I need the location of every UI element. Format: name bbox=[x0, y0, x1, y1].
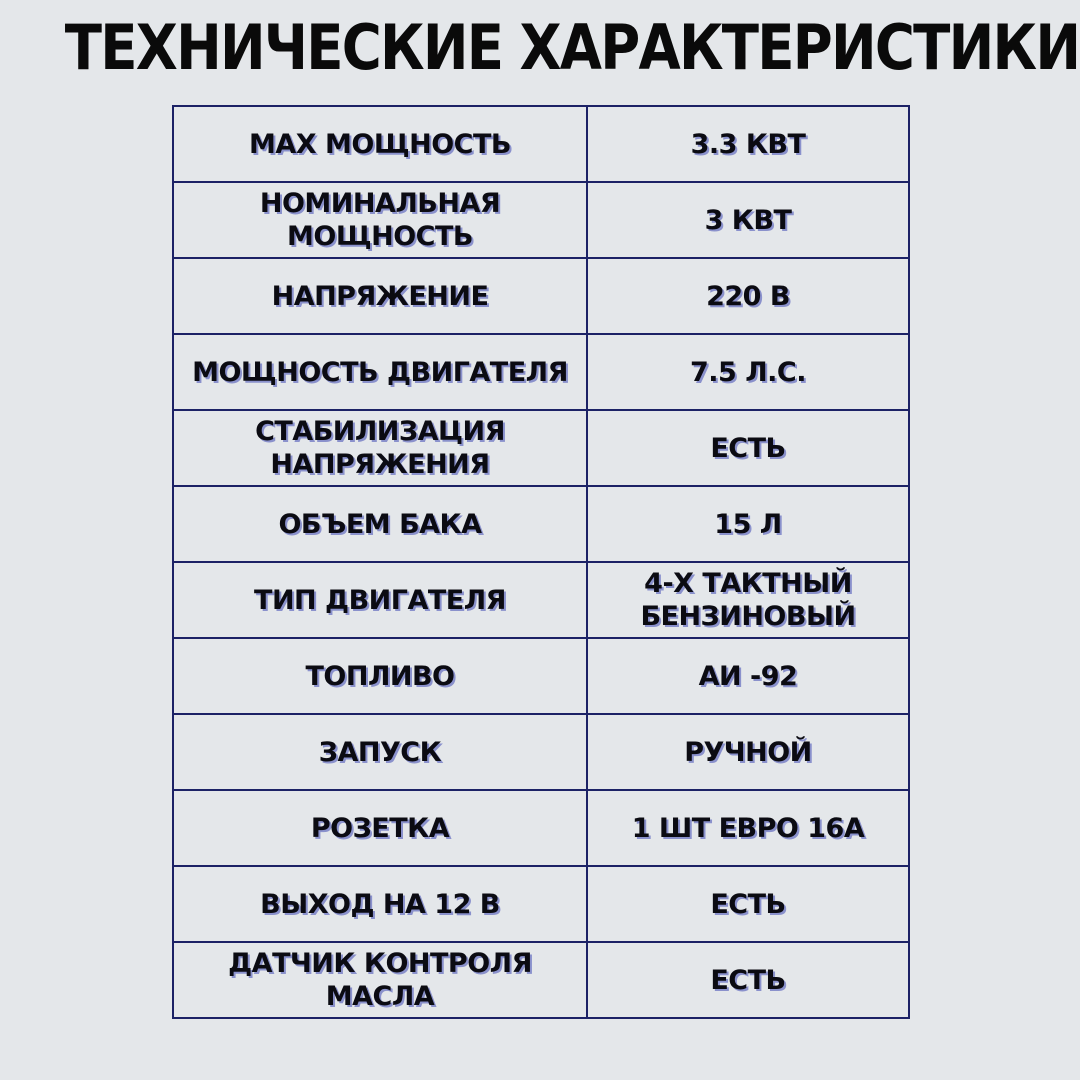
spec-row bbox=[173, 942, 909, 1018]
spec-value: 3 КВТ bbox=[587, 182, 909, 258]
spec-value: 220 В bbox=[587, 258, 909, 334]
spec-value: ЕСТЬ bbox=[587, 942, 909, 1018]
spec-label: МОЩНОСТЬ ДВИГАТЕЛЯ bbox=[173, 334, 587, 410]
spec-label: ЗАПУСК bbox=[173, 714, 587, 790]
spec-label: ВЫХОД НА 12 В bbox=[173, 866, 587, 942]
spec-value: ЕСТЬ bbox=[587, 866, 909, 942]
spec-label: MAX МОЩНОСТЬ bbox=[173, 106, 587, 182]
spec-row bbox=[173, 866, 909, 942]
spec-row bbox=[173, 106, 909, 182]
spec-table bbox=[172, 105, 910, 1019]
spec-label: ОБЪЕМ БАКА bbox=[173, 486, 587, 562]
spec-value: РУЧНОЙ bbox=[587, 714, 909, 790]
spec-value: 7.5 Л.С. bbox=[587, 334, 909, 410]
spec-label: ТИП ДВИГАТЕЛЯ bbox=[173, 562, 587, 638]
spec-value: 15 Л bbox=[587, 486, 909, 562]
spec-value: 4-Х ТАКТНЫЙ БЕНЗИНОВЫЙ bbox=[587, 562, 909, 638]
spec-value: 1 ШТ ЕВРО 16А bbox=[587, 790, 909, 866]
spec-row bbox=[173, 486, 909, 562]
spec-row bbox=[173, 182, 909, 258]
spec-row bbox=[173, 562, 909, 638]
spec-value: 3.3 КВТ bbox=[587, 106, 909, 182]
spec-label: НОМИНАЛЬНАЯ МОЩНОСТЬ bbox=[173, 182, 587, 258]
spec-label: НАПРЯЖЕНИЕ bbox=[173, 258, 587, 334]
spec-row bbox=[173, 334, 909, 410]
spec-row bbox=[173, 410, 909, 486]
spec-row bbox=[173, 638, 909, 714]
spec-label: ТОПЛИВО bbox=[173, 638, 587, 714]
spec-label: РОЗЕТКА bbox=[173, 790, 587, 866]
spec-label: ДАТЧИК КОНТРОЛЯ МАСЛА bbox=[173, 942, 587, 1018]
spec-value: АИ -92 bbox=[587, 638, 909, 714]
spec-value: ЕСТЬ bbox=[587, 410, 909, 486]
spec-row bbox=[173, 714, 909, 790]
page-title: ТЕХНИЧЕСКИЕ ХАРАКТЕРИСТИКИ bbox=[64, 11, 1080, 84]
spec-row bbox=[173, 258, 909, 334]
spec-row bbox=[173, 790, 909, 866]
spec-label: СТАБИЛИЗАЦИЯ НАПРЯЖЕНИЯ bbox=[173, 410, 587, 486]
